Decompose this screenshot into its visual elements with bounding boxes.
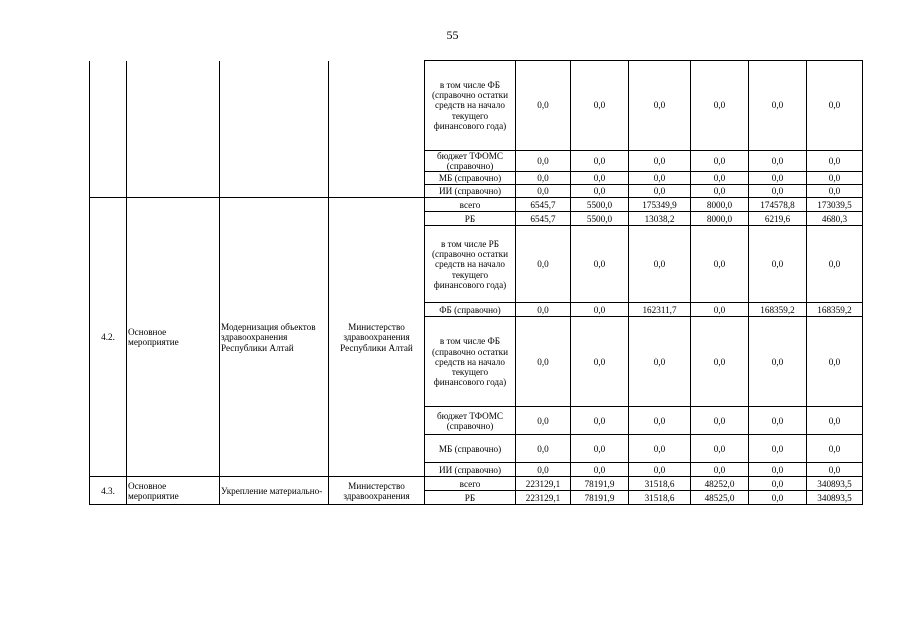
- value-cell: 31518,6: [629, 491, 691, 505]
- value-cell: 0,0: [629, 226, 691, 303]
- value-cell: 0,0: [629, 435, 691, 463]
- value-cell: 0,0: [629, 61, 691, 151]
- row-code: 4.2.: [90, 198, 127, 477]
- value-cell: 0,0: [571, 435, 629, 463]
- value-cell: 31518,6: [629, 477, 691, 491]
- value-cell: 0,0: [749, 151, 807, 172]
- row-code: [90, 61, 127, 198]
- funding-source: МБ (справочно): [425, 435, 516, 463]
- value-cell: 0,0: [571, 151, 629, 172]
- value-cell: 0,0: [691, 407, 749, 435]
- value-cell: 5500,0: [571, 212, 629, 226]
- value-cell: 48252,0: [691, 477, 749, 491]
- row-type: Основное мероприятие: [127, 198, 220, 477]
- value-cell: 0,0: [571, 407, 629, 435]
- value-cell: 0,0: [807, 61, 863, 151]
- value-cell: 0,0: [629, 172, 691, 185]
- value-cell: 340893,5: [807, 477, 863, 491]
- value-cell: 78191,9: [571, 477, 629, 491]
- row-type: [127, 61, 220, 198]
- row-name: [220, 61, 329, 198]
- value-cell: 0,0: [516, 172, 571, 185]
- value-cell: 48525,0: [691, 491, 749, 505]
- value-cell: 0,0: [749, 463, 807, 477]
- value-cell: 0,0: [571, 226, 629, 303]
- row-executor: [329, 61, 425, 198]
- value-cell: 0,0: [691, 303, 749, 317]
- row-name: Укрепление материально-: [220, 477, 329, 505]
- value-cell: 8000,0: [691, 212, 749, 226]
- value-cell: 0,0: [629, 317, 691, 407]
- row-name: Модернизация объектов здравоохранения Республики Алтай: [220, 198, 329, 477]
- value-cell: 4680,3: [807, 212, 863, 226]
- value-cell: 340893,5: [807, 491, 863, 505]
- row-type: Основное мероприятие: [127, 477, 220, 505]
- value-cell: 5500,0: [571, 198, 629, 212]
- funding-source: в том числе ФБ (справочно остатки средств на начало текущего финансового года): [425, 61, 516, 151]
- funding-source: ИИ (справочно): [425, 185, 516, 198]
- value-cell: 0,0: [691, 463, 749, 477]
- value-cell: 168359,2: [807, 303, 863, 317]
- value-cell: 0,0: [749, 407, 807, 435]
- value-cell: 6545,7: [516, 212, 571, 226]
- value-cell: 0,0: [749, 185, 807, 198]
- funding-source: РБ: [425, 212, 516, 226]
- table-row: [90, 477, 863, 491]
- funding-source: в том числе РБ (справочно остатки средств на начало текущего финансового года): [425, 226, 516, 303]
- value-cell: 0,0: [749, 226, 807, 303]
- value-cell: 0,0: [807, 151, 863, 172]
- funding-source: в том числе ФБ (справочно остатки средств на начало текущего финансового года): [425, 317, 516, 407]
- value-cell: 0,0: [691, 172, 749, 185]
- value-cell: 0,0: [749, 61, 807, 151]
- value-cell: 0,0: [749, 317, 807, 407]
- value-cell: 0,0: [516, 151, 571, 172]
- funding-source: всего: [425, 198, 516, 212]
- value-cell: 0,0: [571, 463, 629, 477]
- value-cell: 0,0: [571, 61, 629, 151]
- value-cell: 223129,1: [516, 491, 571, 505]
- value-cell: 0,0: [516, 407, 571, 435]
- value-cell: 78191,9: [571, 491, 629, 505]
- funding-source: бюджет ТФОМС (справочно): [425, 151, 516, 172]
- value-cell: 0,0: [516, 463, 571, 477]
- value-cell: 8000,0: [691, 198, 749, 212]
- value-cell: 0,0: [629, 407, 691, 435]
- value-cell: 0,0: [629, 185, 691, 198]
- funding-source: ФБ (справочно): [425, 303, 516, 317]
- value-cell: 0,0: [807, 226, 863, 303]
- value-cell: 175349,9: [629, 198, 691, 212]
- value-cell: 0,0: [691, 151, 749, 172]
- value-cell: 174578,8: [749, 198, 807, 212]
- value-cell: 0,0: [691, 226, 749, 303]
- value-cell: 0,0: [516, 303, 571, 317]
- value-cell: 0,0: [691, 185, 749, 198]
- value-cell: 6219,6: [749, 212, 807, 226]
- value-cell: 0,0: [749, 172, 807, 185]
- value-cell: 0,0: [807, 172, 863, 185]
- value-cell: 13038,2: [629, 212, 691, 226]
- value-cell: 0,0: [807, 407, 863, 435]
- value-cell: 0,0: [571, 317, 629, 407]
- value-cell: 173039,5: [807, 198, 863, 212]
- funding-source: РБ: [425, 491, 516, 505]
- value-cell: 0,0: [629, 151, 691, 172]
- funding-source: МБ (справочно): [425, 172, 516, 185]
- value-cell: 168359,2: [749, 303, 807, 317]
- table-row: [90, 198, 863, 212]
- value-cell: 0,0: [516, 185, 571, 198]
- value-cell: 0,0: [807, 317, 863, 407]
- row-code: 4.3.: [90, 477, 127, 505]
- value-cell: 0,0: [691, 317, 749, 407]
- funding-source: бюджет ТФОМС (справочно): [425, 407, 516, 435]
- value-cell: 162311,7: [629, 303, 691, 317]
- funding-source: всего: [425, 477, 516, 491]
- value-cell: 0,0: [749, 435, 807, 463]
- value-cell: 0,0: [516, 226, 571, 303]
- value-cell: 6545,7: [516, 198, 571, 212]
- row-executor: Министерство здравоохранения Республики Алтай: [329, 198, 425, 477]
- value-cell: 0,0: [629, 463, 691, 477]
- funding-source: ИИ (справочно): [425, 463, 516, 477]
- value-cell: 0,0: [807, 185, 863, 198]
- value-cell: 0,0: [516, 435, 571, 463]
- value-cell: 0,0: [691, 61, 749, 151]
- value-cell: 0,0: [749, 491, 807, 505]
- page-number: 55: [446, 28, 459, 42]
- value-cell: 0,0: [691, 435, 749, 463]
- budget-table-body: [90, 61, 863, 505]
- value-cell: 223129,1: [516, 477, 571, 491]
- value-cell: 0,0: [571, 172, 629, 185]
- value-cell: 0,0: [516, 317, 571, 407]
- budget-table: [89, 60, 863, 505]
- value-cell: 0,0: [749, 477, 807, 491]
- value-cell: 0,0: [571, 185, 629, 198]
- row-executor: Министерство здравоохранения: [329, 477, 425, 505]
- value-cell: 0,0: [571, 303, 629, 317]
- table-row: [90, 61, 863, 151]
- value-cell: 0,0: [807, 435, 863, 463]
- value-cell: 0,0: [516, 61, 571, 151]
- value-cell: 0,0: [807, 463, 863, 477]
